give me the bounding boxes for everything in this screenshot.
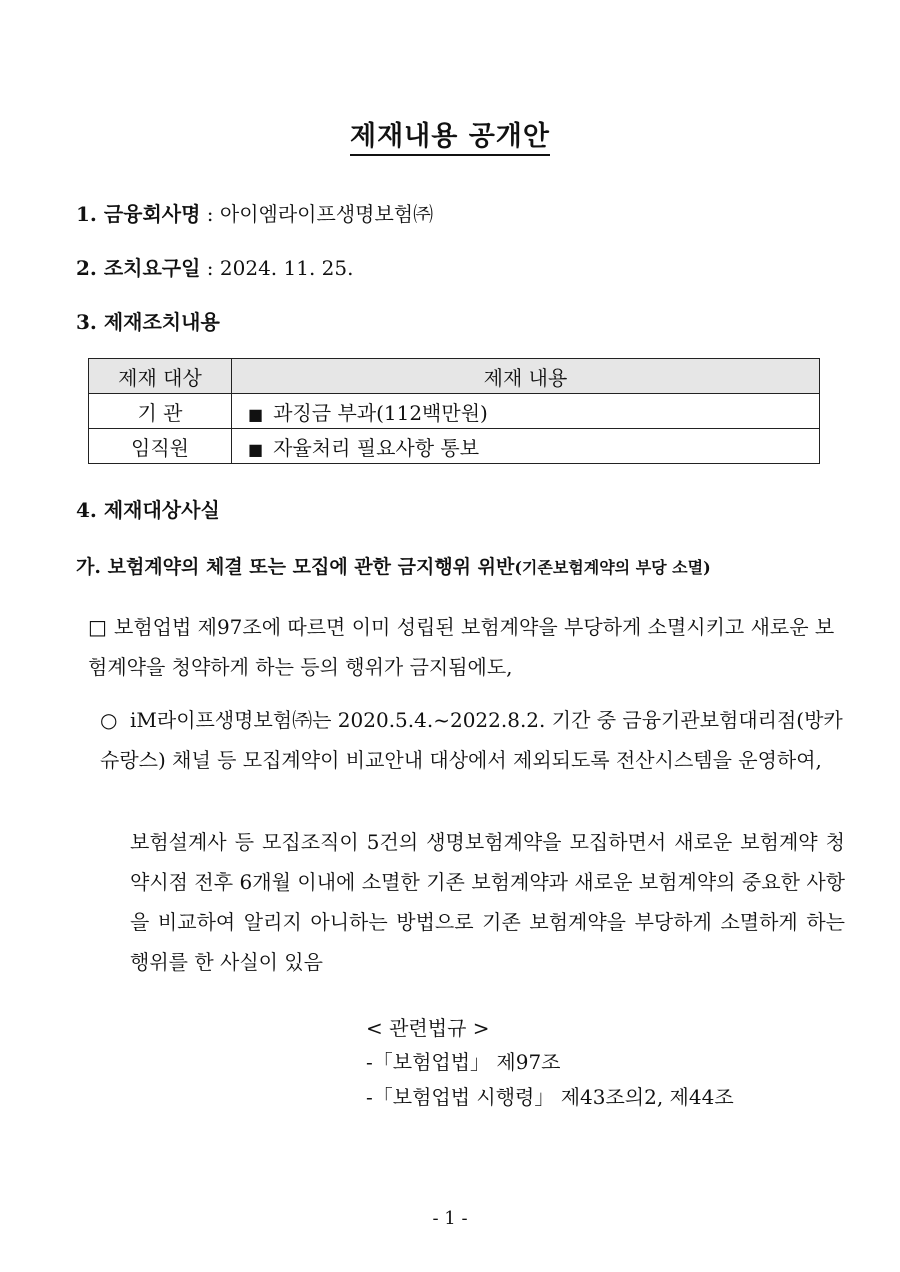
checkbox-square-icon: □ [88,615,107,639]
document-title: 제재내용 공개안 [0,114,900,153]
square-bullet-icon: ■ [248,404,264,424]
sanction-table [88,358,820,464]
sanction-target: 임직원 [89,429,232,464]
table-row [89,394,820,429]
subsection-heading [76,552,711,579]
related-law-item: -「보험업법」 제97조 [366,1050,561,1074]
action-date-line [76,252,354,281]
related-laws-heading: < 관련법규 > [366,1016,490,1040]
subsection-label: 가. 보험계약의 체결 또는 모집에 관한 금지행위 위반 [76,556,515,578]
sanction-content: ■ 과징금 부과(112백만원) [232,394,820,429]
paragraph-text: iM라이프생명보험㈜는 2020.5.4.~2022.8.2. 기간 중 금융기관보험대리점(방카슈랑스) 채널 등 모집계약이 비교안내 대상에서 제외되도록 전산시스템을 운영하여, [100,708,843,772]
sanction-target: 기 관 [89,394,232,429]
subsection-note: (기존보험계약의 부당 소멸) [514,558,711,577]
institution-name-value: 아이엠라이프생명보험㈜ [219,202,434,226]
institution-name-line [76,198,433,227]
separator: : [200,202,220,226]
facts-section-heading: 4. 제재대상사실 [76,498,220,522]
table-header-target: 제재 대상 [89,359,232,394]
sanction-content: ■ 자율처리 필요사항 통보 [232,429,820,464]
institution-name-label: 1. 금융회사명 [76,202,201,226]
paragraph-legal-basis [88,607,848,687]
paragraph-violation [100,700,845,780]
action-date-label: 2. 조치요구일 [76,256,201,280]
table-header-row [89,359,820,394]
square-bullet-icon: ■ [248,439,264,459]
page-number: - 1 - [432,1208,468,1229]
related-law-item: -「보험업법 시행령」 제43조의2, 제44조 [366,1085,734,1109]
separator: : [200,256,220,280]
paragraph-text: 보험업법 제97조에 따르면 이미 성립된 보험계약을 부당하게 소멸시키고 새로운 보험계약을 청약하게 하는 등의 행위가 금지됨에도, [88,615,835,679]
circle-bullet-icon: ○ [100,708,118,732]
paragraph-details: 보험설계사 등 모집조직이 5건의 생명보험계약을 모집하면서 새로운 보험계약 청약시점 전후 6개월 이내에 소멸한 기존 보험계약과 새로운 보험계약의 중요한 사항을 비교하여 알리지 아니하는 방법으로 기존 보험계약을 부당하게 소멸하게 하는 행위를 한 사실이 있음 [130,830,845,974]
table-row [89,429,820,464]
action-date-value: 2024. 11. 25. [219,256,354,280]
table-header-content: 제재 내용 [232,359,820,394]
sanction-section-heading: 3. 제재조치내용 [76,310,220,334]
